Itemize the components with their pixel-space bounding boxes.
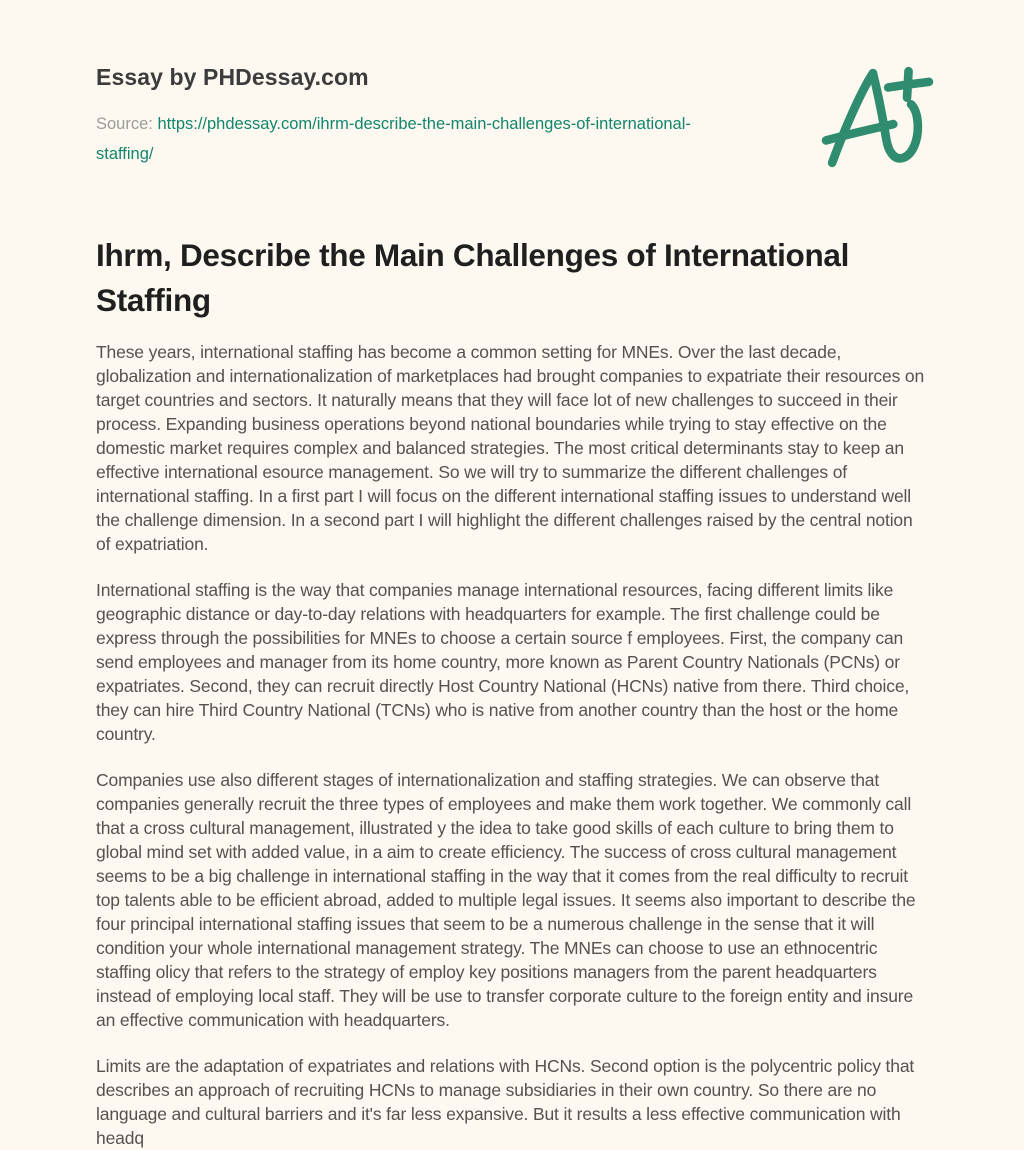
essay-article xyxy=(96,233,928,1150)
source-label: Source: xyxy=(96,115,153,133)
essay-paragraph-1: These years, international staffing has become a common setting for MNEs. Over the last decade, globalization and internationalization of marketplaces had brought companies to expatriate their resources on target countries and sectors. It naturally means that they will face lot of new challenges to succeed in their process. Expanding business operations beyond national boundaries while trying to stay effective on the domestic market requires complex and balanced strategies. The most critical determinants stay to keep an effective international esource management. So we will try to summarize the different challenges of international staffing. In a first part I will focus on the different international staffing issues to understand well the challenge dimension. In a second part I will highlight the different challenges raised by the central notion of expatriation. xyxy=(96,342,925,554)
source-line xyxy=(96,109,736,169)
a-plus-logo-icon xyxy=(822,64,934,168)
essay-title: Ihrm, Describe the Main Challenges of International Staffing xyxy=(96,237,850,318)
essay-paragraph-2: International staffing is the way that companies manage international resources, facing different limits like geographic distance or day-to-day relations with headquarters for example. The first challenge could be express through the possibilities for MNEs to choose a certain source f employees. First, the company can send employees and manager from its home country, more known as Parent Country Nationals (PCNs) or expatriates. Second, they can recruit directly Host Country National (HCNs) native from there. Third choice, they can hire Third Country National (TCNs) who is native from another country than the host or the home country. xyxy=(96,580,910,744)
essay-body xyxy=(96,340,928,1150)
source-link[interactable]: https://phdessay.com/ihrm-describe-the-main-challenges-of-international-staffing/ xyxy=(96,115,691,163)
essay-paragraph-3: Companies use also different stages of internationalization and staffing strategies. We can observe that companies generally recruit the three types of employees and make them work together. We commonly call that a cross cultural management, illustrated y the idea to take good skills of each culture to bring them to global mind set with added value, in a aim to create efficiency. The success of cross cultural management seems to be a big challenge in international staffing in the way that it comes from the real difficulty to recruit top talents able to be efficient abroad, added to multiple legal issues. It seems also important to describe the four principal international staffing issues that seem to be a numerous challenge in the sense that it will condition your whole international management strategy. The MNEs can choose to use an ethnocentric staffing olicy that refers to the strategy of employ key positions managers from the parent headquarters instead of employing local staff. They will be use to transfer corporate culture to the foreign entity and insure an effective communication with headquarters. xyxy=(96,770,916,1030)
essay-paragraph-4: Limits are the adaptation of expatriates and relations with HCNs. Second option is the polycentric policy that describes an approach of recruiting HCNs to manage subsidiaries in their own country. So there are no language and cultural barriers and it's far less expansive. But it results a less effective communication with headq xyxy=(96,1056,915,1148)
essay-byline: Essay by PHDessay.com xyxy=(96,64,369,90)
phdessay-logo xyxy=(822,64,934,168)
page-header xyxy=(96,64,928,169)
